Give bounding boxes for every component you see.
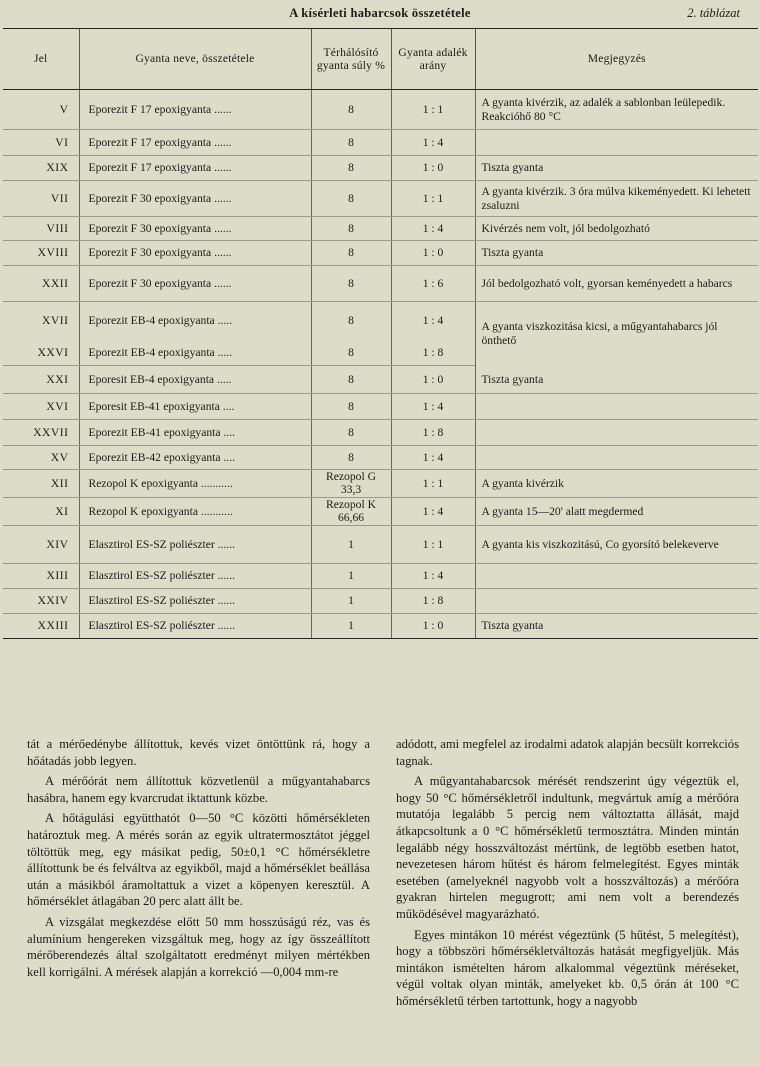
- cell-terhalosito: 8: [311, 90, 391, 130]
- table-row: [3, 525, 758, 563]
- cell-note: [475, 420, 758, 446]
- cell-arany: 1 : 4: [391, 217, 475, 241]
- cell-note: [475, 588, 758, 613]
- cell-arany: 1 : 1: [391, 470, 475, 498]
- table-number: 2. táblázat: [687, 6, 740, 20]
- cell-note: Kivérzés nem volt, jól bedolgozható: [475, 217, 758, 241]
- table-row: [3, 302, 758, 340]
- cell-note: A gyanta kis viszkozitású, Co gyorsító belekeverve: [475, 525, 758, 563]
- table-row: [3, 130, 758, 156]
- paragraph: A műgyantahabarcsok mérését rendszerint úgy végeztük el, hogy 50 °C hőmérsékletről indultunk, megvártuk amíg a mérőóra mutatója legalább 5 percig nem változtatta állását, majd átkapcsoltunk a 0 °C hőmérsékletű termosztátra. Minden mintán legalább négy hosszváltozást mértünk, de legtöbb esetben hatot, nevezetesen három hűtést és három felmelegítést. Egyes minták esetében (amelyeknél nagyobb volt a hosszváltozás) a mérőóra gyakran hirtelen megugrott; ami nem volt a berendezés működésével magyarázható.: [396, 774, 739, 921]
- table-header-row: [3, 29, 758, 90]
- cell-terhalosito: 8: [311, 302, 391, 340]
- paragraph: adódott, ami megfelel az irodalmi adatok alapján becsült korrekciós tagnak.: [396, 737, 739, 768]
- cell-terhalosito: Rezopol G 33,3: [311, 470, 391, 498]
- cell-note: [475, 563, 758, 588]
- cell-arany: 1 : 4: [391, 563, 475, 588]
- cell-arany: 1 : 4: [391, 302, 475, 340]
- cell-arany: 1 : 4: [391, 497, 475, 525]
- cell-jel: XIV: [3, 525, 79, 563]
- cell-name: Elasztirol ES-SZ poliészter ......: [79, 563, 311, 588]
- cell-terhalosito: 8: [311, 266, 391, 302]
- cell-note: Jól bedolgozható volt, gyorsan keményedett a habarcs: [475, 266, 758, 302]
- cell-name: Eporezit F 30 epoxigyanta ......: [79, 217, 311, 241]
- cell-name: Elasztirol ES-SZ poliészter ......: [79, 525, 311, 563]
- table-title: A kísérleti habarcsok összetétele: [289, 6, 471, 20]
- cell-arany: 1 : 1: [391, 90, 475, 130]
- cell-terhalosito: 8: [311, 340, 391, 366]
- cell-arany: 1 : 4: [391, 446, 475, 470]
- cell-note: Tiszta gyanta: [475, 613, 758, 638]
- cell-name: Eporezit EB-4 epoxigyanta .....: [79, 302, 311, 340]
- cell-arany: 1 : 4: [391, 130, 475, 156]
- cell-jel: XXI: [3, 366, 79, 394]
- cell-jel: XV: [3, 446, 79, 470]
- header-jel: Jel: [3, 29, 79, 90]
- cell-name: Rezopol K epoxigyanta ...........: [79, 497, 311, 525]
- cell-arany: 1 : 4: [391, 394, 475, 420]
- cell-jel: XI: [3, 497, 79, 525]
- cell-name: Eporesit EB-41 epoxigyanta ....: [79, 394, 311, 420]
- cell-terhalosito: 1: [311, 525, 391, 563]
- table-row: [3, 90, 758, 130]
- cell-arany: 1 : 1: [391, 525, 475, 563]
- table-row: [3, 588, 758, 613]
- cell-terhalosito: 8: [311, 130, 391, 156]
- composition-table: [3, 28, 758, 639]
- cell-name: Eporezit F 30 epoxigyanta ......: [79, 241, 311, 266]
- cell-terhalosito: 8: [311, 420, 391, 446]
- paragraph: tát a mérőedénybe állítottuk, kevés vizet öntöttünk rá, hogy a hőátadás jobb legyen.: [27, 737, 370, 768]
- cell-terhalosito: 1: [311, 588, 391, 613]
- cell-note: [475, 446, 758, 470]
- table-row: [3, 266, 758, 302]
- cell-note: Tiszta gyanta: [475, 366, 758, 394]
- header-arany: Gyanta adalék arány: [391, 29, 475, 90]
- cell-name: Eporezit F 17 epoxigyanta ......: [79, 90, 311, 130]
- cell-terhalosito: 8: [311, 366, 391, 394]
- cell-arany: 1 : 0: [391, 366, 475, 394]
- header-megjegyzes: Megjegyzés: [475, 29, 758, 90]
- cell-name: Eporezit F 17 epoxigyanta ......: [79, 130, 311, 156]
- table-row: [3, 420, 758, 446]
- table-row: [3, 613, 758, 638]
- cell-jel: XVI: [3, 394, 79, 420]
- table-row: [3, 563, 758, 588]
- cell-name: Elasztirol ES-SZ poliészter ......: [79, 613, 311, 638]
- cell-note: A gyanta kivérzik: [475, 470, 758, 498]
- table-row: [3, 156, 758, 181]
- cell-name: Elasztirol ES-SZ poliészter ......: [79, 588, 311, 613]
- cell-name: Eporezit EB-4 epoxigyanta .....: [79, 340, 311, 366]
- cell-name: Eporezit F 30 epoxigyanta ......: [79, 181, 311, 217]
- cell-terhalosito: 1: [311, 613, 391, 638]
- cell-arany: 1 : 6: [391, 266, 475, 302]
- cell-arany: 1 : 0: [391, 613, 475, 638]
- cell-terhalosito: 8: [311, 217, 391, 241]
- table-caption: [0, 6, 760, 22]
- cell-note: A gyanta kivérzik. 3 óra múlva kikeményedett. Ki lehetett zsaluzni: [475, 181, 758, 217]
- cell-jel: XXII: [3, 266, 79, 302]
- cell-jel: XVIII: [3, 241, 79, 266]
- cell-terhalosito: Rezopol K 66,66: [311, 497, 391, 525]
- cell-name: Eporezit F 17 epoxigyanta ......: [79, 156, 311, 181]
- cell-jel: XIII: [3, 563, 79, 588]
- cell-note: Tiszta gyanta: [475, 241, 758, 266]
- cell-note-merged: A gyanta viszkozitása kicsi, a műgyantahabarcs jól önthető: [475, 302, 758, 366]
- paragraph: A hőtágulási együtthatót 0—50 °C közötti hőmérsékleten határoztuk meg. A mérés során az egyik ultratermosztátot jéggel töltöttük meg, egy másikat pedig, 50±0,1 °C hőmérsékletre állítottunk be és felváltva az egyikből, majd a hőmérséklet beállása után a másikból áramoltattuk a vizet a köpenyen keresztül. A hőmérséklet átlagában 20 perc alatt állt be.: [27, 811, 370, 909]
- cell-arany: 1 : 0: [391, 241, 475, 266]
- cell-note: Tiszta gyanta: [475, 156, 758, 181]
- header-terhalosito: Térhálósító gyanta súly %: [311, 29, 391, 90]
- cell-jel: VII: [3, 181, 79, 217]
- table-row: [3, 470, 758, 498]
- left-column: [27, 736, 370, 984]
- cell-arany: 1 : 8: [391, 340, 475, 366]
- cell-jel: XXVII: [3, 420, 79, 446]
- cell-note: A gyanta 15—20' alatt megdermed: [475, 497, 758, 525]
- table-body: [3, 90, 758, 639]
- cell-arany: 1 : 8: [391, 588, 475, 613]
- cell-name: Eporezit EB-42 epoxigyanta ....: [79, 446, 311, 470]
- table-row: [3, 217, 758, 241]
- table-row: [3, 181, 758, 217]
- cell-jel: XXIII: [3, 613, 79, 638]
- cell-note: A gyanta kivérzik, az adalék a sablonban leülepedik. Reakcióhő 80 °C: [475, 90, 758, 130]
- cell-jel: XXIV: [3, 588, 79, 613]
- right-column: [396, 736, 739, 1014]
- cell-arany: 1 : 0: [391, 156, 475, 181]
- cell-note: [475, 394, 758, 420]
- paragraph: A vizsgálat megkezdése előtt 50 mm hosszúságú réz, vas és alumínium hengereken vizsgáltuk meg, hogy az így összeállított mérőberendezés által szolgáltatott eredményt milyen mértékben kell korrigálni. A mérések alapján a korrekció —0,004 mm-re: [27, 914, 370, 979]
- cell-arany: 1 : 8: [391, 420, 475, 446]
- cell-jel: VIII: [3, 217, 79, 241]
- paragraph: Egyes mintákon 10 mérést végeztünk (5 hűtést, 5 melegítést), hogy a többszöri hőmérsékletváltozás hatását megfigyeljük. Más mintákon ismételten három alkalommal végeztünk méréseket, végül voltak olyan minták, amelyeket kb. 0,5 órán át 100 °C hőmérsékletű térben tartottunk, hogy a nagyobb: [396, 927, 739, 1008]
- table-row: [3, 241, 758, 266]
- cell-name: Eporezit EB-41 epoxigyanta ....: [79, 420, 311, 446]
- cell-jel: VI: [3, 130, 79, 156]
- cell-terhalosito: 8: [311, 181, 391, 217]
- cell-jel: XVII: [42, 314, 69, 328]
- cell-terhalosito: 8: [311, 446, 391, 470]
- table-row: [3, 394, 758, 420]
- cell-name: Eporezit F 30 epoxigyanta ......: [79, 266, 311, 302]
- table-row: [3, 446, 758, 470]
- table-row: [3, 497, 758, 525]
- cell-terhalosito: 1: [311, 563, 391, 588]
- cell-jel: XII: [3, 470, 79, 498]
- cell-note: [475, 130, 758, 156]
- cell-jel: XIX: [3, 156, 79, 181]
- cell-jel: V: [3, 90, 79, 130]
- header-name: Gyanta neve, összetétele: [79, 29, 311, 90]
- cell-arany: 1 : 1: [391, 181, 475, 217]
- cell-terhalosito: 8: [311, 394, 391, 420]
- cell-terhalosito: 8: [311, 156, 391, 181]
- paragraph: A mérőórát nem állítottuk közvetlenül a műgyantahabarcs hasábra, hanem egy kvarcrudat iktattunk közbe.: [27, 774, 370, 805]
- table-row: [3, 366, 758, 394]
- cell-terhalosito: 8: [311, 241, 391, 266]
- cell-name: Eporesit EB-4 epoxigyanta .....: [79, 366, 311, 394]
- cell-name: Rezopol K epoxigyanta ...........: [79, 470, 311, 498]
- cell-jel: XXVI: [3, 340, 79, 366]
